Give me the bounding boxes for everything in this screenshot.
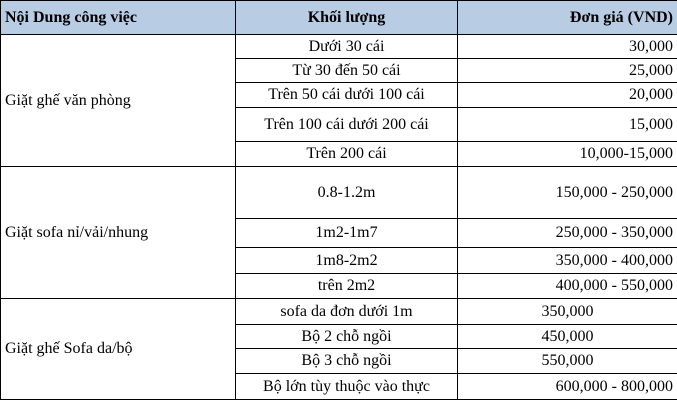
- table-row: [1, 299, 677, 325]
- quantity-cell: 1m8-2m2: [236, 248, 458, 274]
- quantity-cell: 0.8-1.2m: [236, 167, 458, 219]
- price-cell: 25,000: [458, 59, 677, 83]
- quantity-cell: 1m2-1m7: [236, 219, 458, 248]
- price-cell: 350,000 - 400,000: [458, 248, 677, 274]
- quantity-cell: Trên 100 cái dưới 200 cái: [236, 108, 458, 142]
- quantity-cell: Trên 200 cái: [236, 142, 458, 167]
- price-cell: 550,000: [458, 349, 677, 374]
- task-office-chair: Giặt ghế văn phòng: [1, 35, 236, 167]
- price-cell: 350,000: [458, 299, 677, 325]
- table-row: [1, 35, 677, 59]
- task-leather-sofa: Giặt ghế Sofa da/bộ: [1, 299, 236, 400]
- price-cell: 600,000 - 800,000: [458, 374, 677, 400]
- price-cell: 450,000: [458, 325, 677, 349]
- quantity-cell: Dưới 30 cái: [236, 35, 458, 59]
- header-price: Đơn giá (VND): [458, 1, 677, 35]
- quantity-cell: sofa da đơn dưới 1m: [236, 299, 458, 325]
- quantity-cell: Từ 30 đến 50 cái: [236, 59, 458, 83]
- task-fabric-sofa: Giặt sofa nỉ/vải/nhung: [1, 167, 236, 299]
- price-cell: 30,000: [458, 35, 677, 59]
- quantity-cell: Bộ 3 chỗ ngồi: [236, 349, 458, 374]
- price-cell: 15,000: [458, 108, 677, 142]
- quantity-cell: Trên 50 cái dưới 100 cái: [236, 83, 458, 108]
- header-row: [1, 1, 677, 35]
- price-cell: 10,000-15,000: [458, 142, 677, 167]
- quantity-cell: Bộ lớn tùy thuộc vào thực: [236, 374, 458, 400]
- price-cell: 150,000 - 250,000: [458, 167, 677, 219]
- price-cell: 400,000 - 550,000: [458, 274, 677, 299]
- quantity-cell: Bộ 2 chỗ ngồi: [236, 325, 458, 349]
- quantity-cell: trên 2m2: [236, 274, 458, 299]
- table-row: [1, 167, 677, 219]
- header-quantity: Khối lượng: [236, 1, 458, 35]
- price-cell: 20,000: [458, 83, 677, 108]
- price-cell: 250,000 - 350,000: [458, 219, 677, 248]
- header-task: Nội Dung công việc: [1, 1, 236, 35]
